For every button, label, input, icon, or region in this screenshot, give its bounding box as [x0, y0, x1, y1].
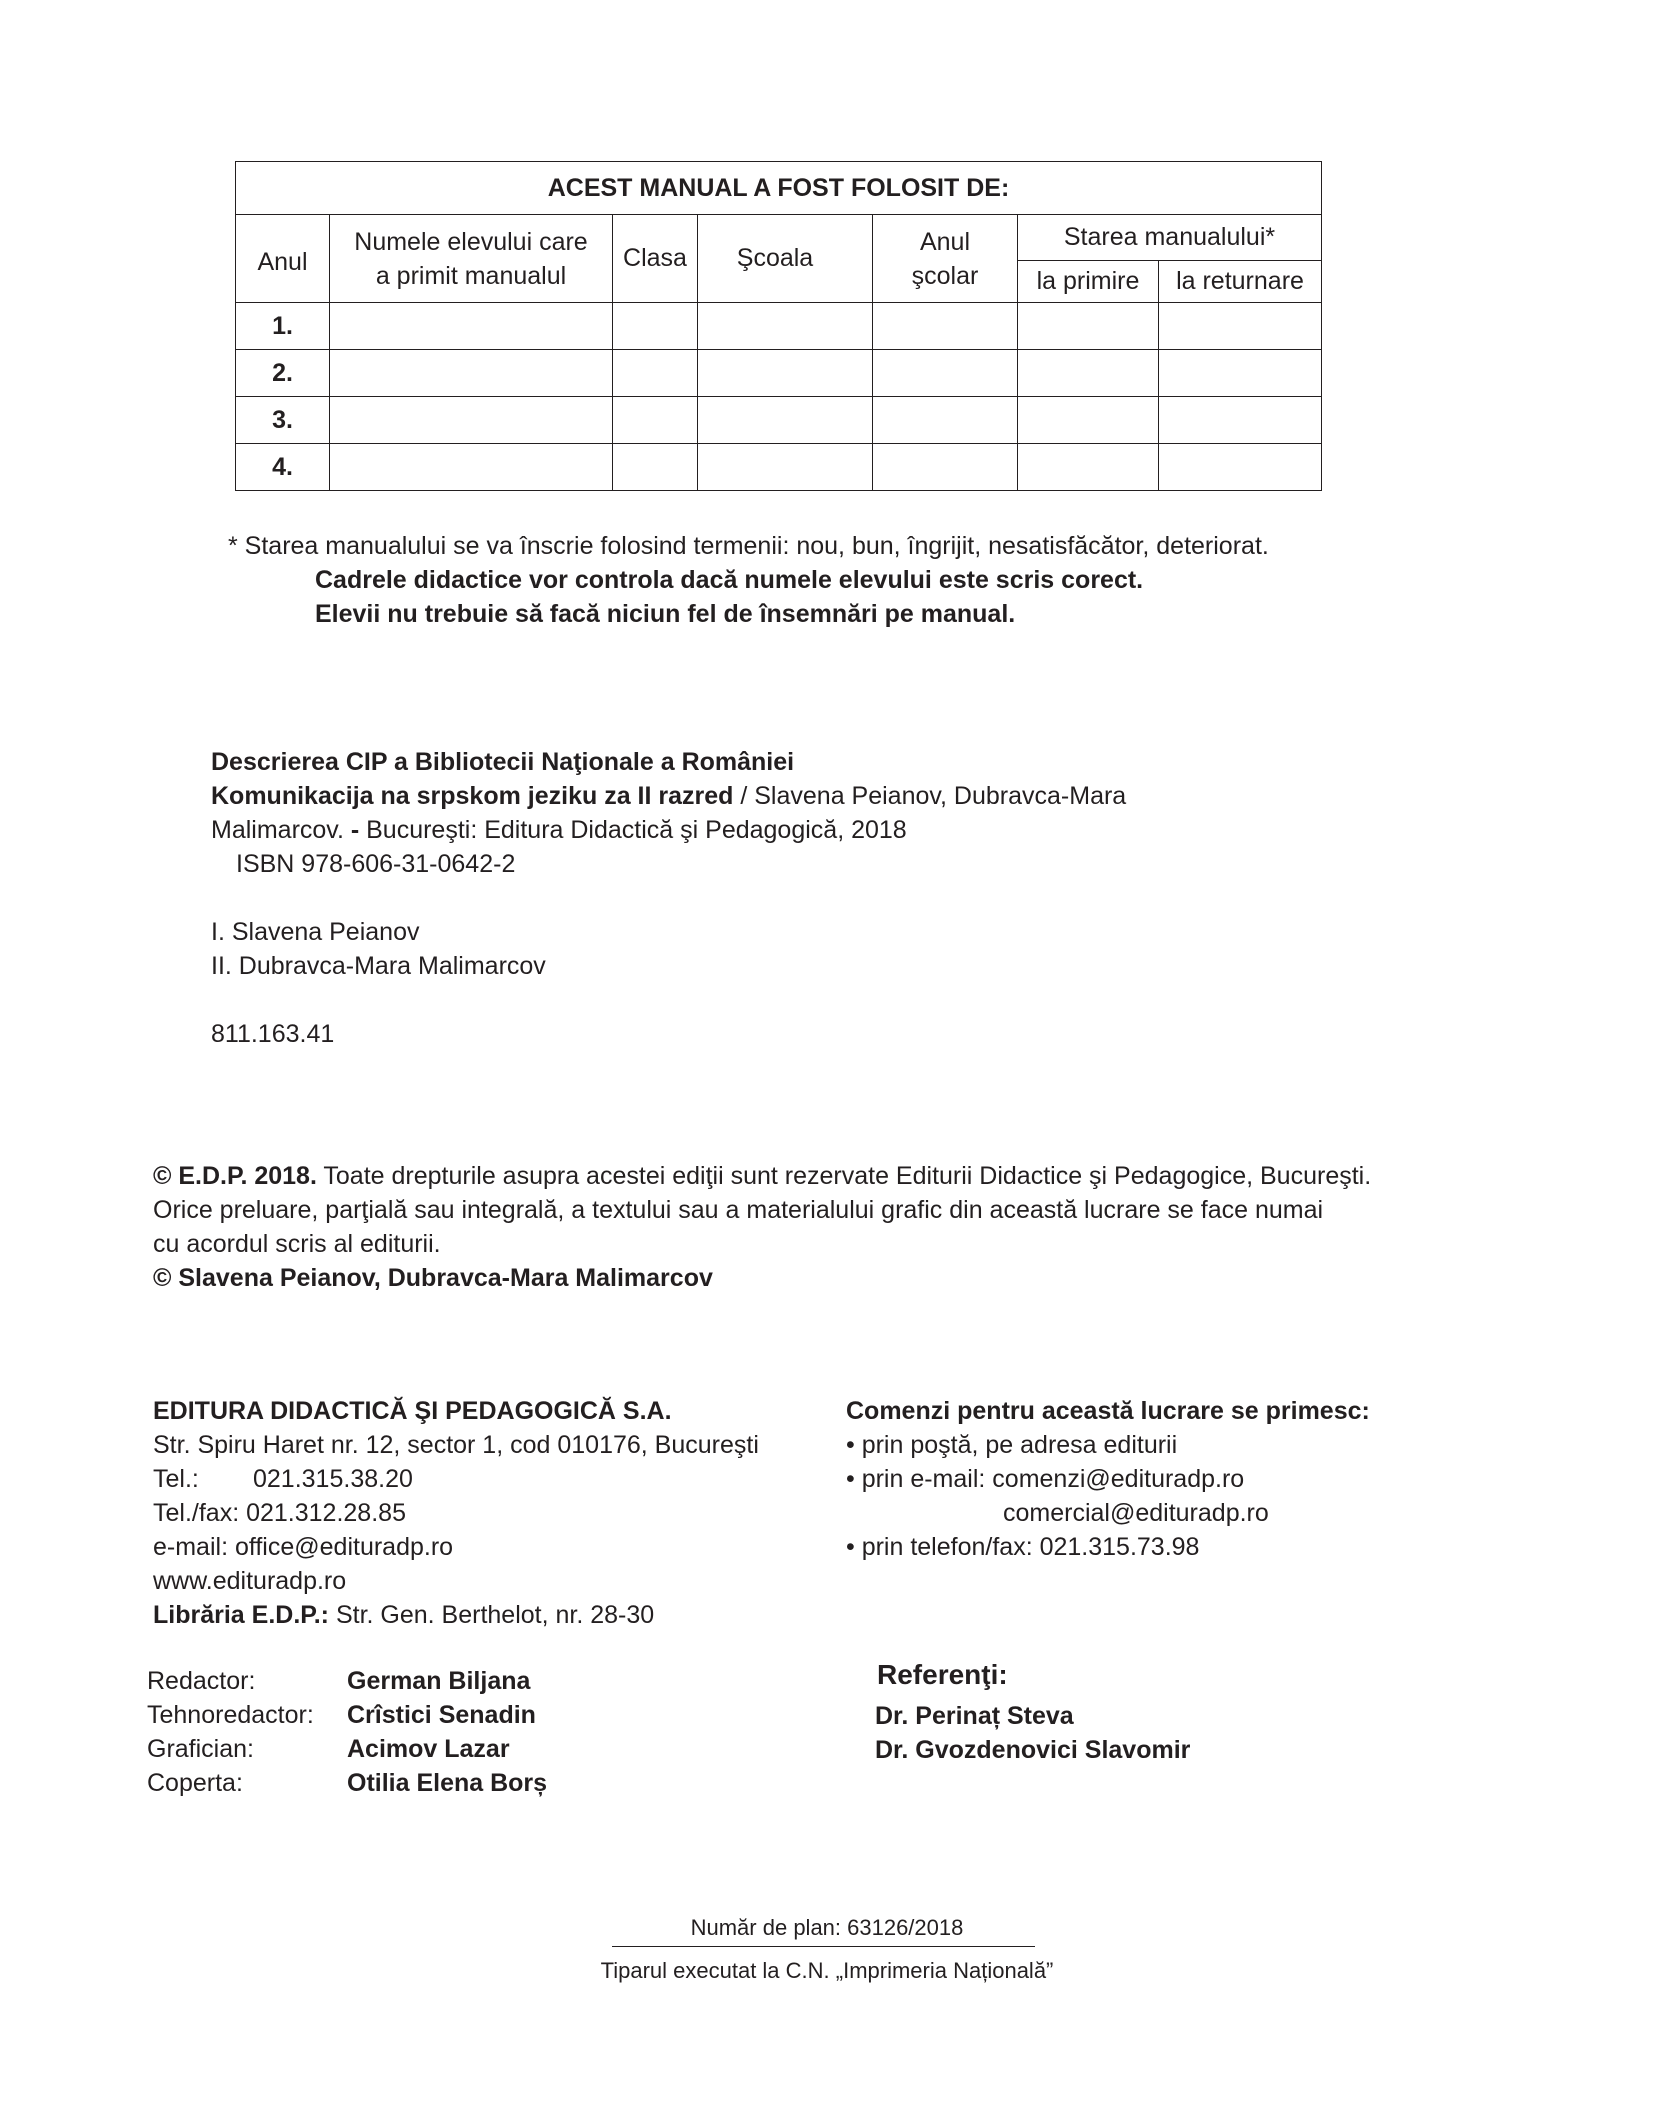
note-teachers: Cadrele didactice vor controla dacă numele elevului este scris corect. [315, 566, 1144, 594]
cip-author-2: II. Dubravca-Mara Malimarcov [211, 952, 546, 980]
credit-role: Redactor: [147, 1667, 256, 1695]
col-header-starea: Starea manualului* [1018, 215, 1322, 261]
table-row [236, 397, 1322, 444]
cell [873, 444, 1018, 491]
cell [1159, 303, 1322, 350]
orders-post: • prin poştă, pe adresa editurii [846, 1431, 1178, 1459]
cip-author-1: I. Slavena Peianov [211, 918, 420, 946]
publisher-address: Str. Spiru Haret nr. 12, sector 1, cod 010176, Bucureşti [153, 1431, 759, 1459]
col-header-anul-scolar: Anul şcolar [873, 215, 1018, 303]
cell [1018, 350, 1159, 397]
cip-publication: Malimarcov. - Bucureşti: Editura Didactică şi Pedagogică, 2018 [211, 816, 907, 844]
publisher-telfax: Tel./fax: 021.312.28.85 [153, 1499, 406, 1527]
cell [698, 350, 873, 397]
note-students: Elevii nu trebuie să facă niciun fel de însemnări pe manual. [315, 600, 1016, 628]
credit-role: Grafician: [147, 1735, 254, 1763]
footnote: * Starea manualului se va înscrie folosind termenii: nou, bun, îngrijit, nesatisfăcător, deteriorat. [228, 532, 1269, 560]
table-row [236, 303, 1322, 350]
copyright-line-1: © E.D.P. 2018. Toate drepturile asupra acestei ediţii sunt rezervate Editurii Didactice şi Pedagogice, Bucureşti. [153, 1162, 1372, 1190]
cell [1159, 350, 1322, 397]
orders-phone: • prin telefon/fax: 021.315.73.98 [846, 1533, 1200, 1561]
cell [613, 303, 698, 350]
cell [1159, 397, 1322, 444]
cell [330, 397, 613, 444]
credit-role: Tehnoredactor: [147, 1701, 314, 1729]
referee-2: Dr. Gvozdenovici Slavomir [875, 1736, 1191, 1764]
table-row [236, 350, 1322, 397]
publisher-web: www.edituradp.ro [153, 1567, 347, 1595]
cell [698, 444, 873, 491]
col-header-la-primire: la primire [1018, 261, 1159, 303]
publisher-tel-label: Tel.: [153, 1465, 199, 1493]
credit-name: Acimov Lazar [347, 1735, 510, 1763]
cell [330, 350, 613, 397]
plan-number: Număr de plan: 63126/2018 [690, 1915, 964, 1940]
cell [1018, 397, 1159, 444]
copyright-line-2: Orice preluare, parţială sau integrală, a textului sau a materialului grafic din această lucrare se face numai [153, 1196, 1324, 1224]
cell [613, 444, 698, 491]
referee-1: Dr. Perinaț Steva [875, 1702, 1074, 1730]
publisher-name: EDITURA DIDACTICĂ ŞI PEDAGOGICĂ S.A. [153, 1397, 672, 1425]
cell [873, 350, 1018, 397]
publisher-tel-value: 021.315.38.20 [253, 1465, 413, 1493]
row-number: 3. [236, 397, 330, 444]
referees-heading: Referenţi: [877, 1659, 1008, 1690]
usage-table [235, 161, 1322, 491]
cip-heading: Descrierea CIP a Bibliotecii Naţionale a României [211, 748, 795, 776]
col-header-nume: Numele elevului care a primit manualul [330, 215, 613, 303]
orders-email-2: comercial@edituradp.ro [1003, 1499, 1269, 1527]
copyright-authors: © Slavena Peianov, Dubravca-Mara Malimarcov [153, 1264, 713, 1292]
cip-title: Komunikacija na srpskom jeziku za II razred / Slavena Peianov, Dubravca-Mara [211, 782, 1127, 810]
col-header-clasa: Clasa [613, 215, 698, 303]
cell [698, 397, 873, 444]
orders-heading: Comenzi pentru această lucrare se primesc: [846, 1397, 1370, 1425]
credit-name: German Biljana [347, 1667, 531, 1695]
table-title: ACEST MANUAL A FOST FOLOSIT DE: [236, 162, 1322, 215]
cell [330, 303, 613, 350]
plan-underline [612, 1946, 1035, 1947]
credit-name: Crîstici Senadin [347, 1701, 536, 1729]
cip-isbn: ISBN 978-606-31-0642-2 [236, 850, 516, 878]
orders-email: • prin e-mail: comenzi@edituradp.ro [846, 1465, 1245, 1493]
copyright-line-3: cu acordul scris al editurii. [153, 1230, 441, 1258]
cell [1018, 303, 1159, 350]
cell [873, 303, 1018, 350]
cell [698, 303, 873, 350]
credit-role: Coperta: [147, 1769, 243, 1797]
credit-name: Otilia Elena Borș [347, 1769, 548, 1797]
row-number: 2. [236, 350, 330, 397]
table-row [236, 444, 1322, 491]
cell [613, 397, 698, 444]
cell [613, 350, 698, 397]
col-header-scoala: Şcoala [698, 215, 873, 303]
row-number: 4. [236, 444, 330, 491]
row-number: 1. [236, 303, 330, 350]
cell [330, 444, 613, 491]
col-header-anul: Anul [236, 215, 330, 303]
cell [1018, 444, 1159, 491]
cell [1159, 444, 1322, 491]
printer-credit: Tiparul executat la C.N. „Imprimeria Națională” [600, 1958, 1054, 1983]
publisher-bookshop: Librăria E.D.P.: Str. Gen. Berthelot, nr. 28-30 [153, 1601, 655, 1629]
cip-class-code: 811.163.41 [211, 1020, 335, 1048]
publisher-email: e-mail: office@edituradp.ro [153, 1533, 454, 1561]
col-header-la-returnare: la returnare [1159, 261, 1322, 303]
cell [873, 397, 1018, 444]
